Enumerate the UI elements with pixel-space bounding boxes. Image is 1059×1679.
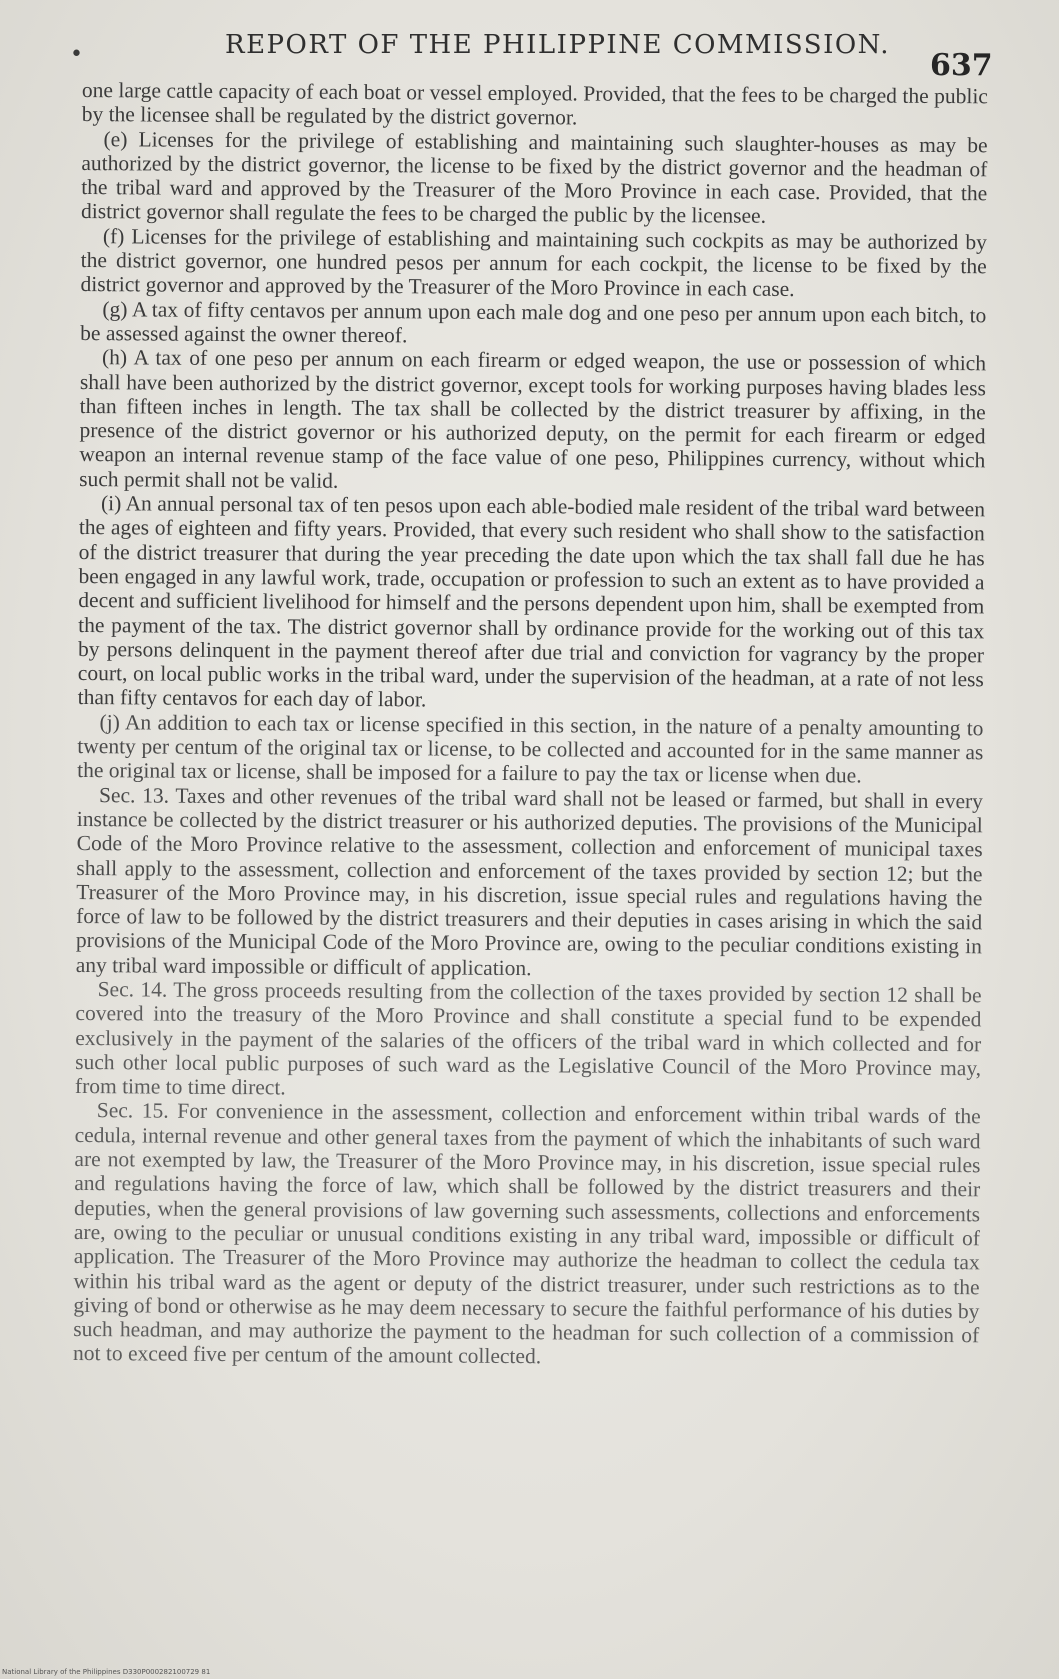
paragraph-clause-g: (g) A tax of fifty centavos per annum upon each male dog and one peso per annum upon each bitch, to be assessed against the owner thereof. — [80, 296, 987, 348]
running-head: REPORT OF THE PHILIPPINE COMMISSION. — [225, 30, 891, 60]
margin-mark: • — [70, 42, 83, 67]
paragraph-clause-h: (h) A tax of one peso per annum on each firearm or edged weapon, the use or possession of which shall have been authorized by the district governor, except tools for working purposes having blades less than fifteen inches in length. The tax shall be collected by the district treasurer by affixing, in the presence of the district governor or his authorized deputy, on the permit for each firearm or edged weapon an internal revenue stamp of the face value of one peso, Philippines currency, without which such permit shall not be valid. — [79, 345, 987, 493]
body-text — [73, 78, 988, 1372]
library-stamp: National Library of the Philippines D330P000282100729 81 — [2, 1668, 211, 1676]
paragraph-section-15: Sec. 15. For convenience in the assessment, collection and enforcement within tribal wards of the cedula, internal revenue and other general taxes from the payment of which the inhabitants of such ward are not exempted by law, the Treasurer of the Moro Province may, in his discretion, issue special rules and regulations having the force of law, which shall be followed by the district treasurers and their deputies, when the general provisions of law governing such assessments, collections and enforcements are, owing to the peculiar or unusual conditions existing in any tribal ward, impossible or difficult of application. The Treasurer of the Moro Province may authorize the headman to collect the cedula tax within his tribal ward as the agent or deputy of the district treasurer, under such restrictions as to the giving of bond or otherwise as he may deem necessary to secure the faithful performance of his duties by such headman, and may authorize the payment to the headman for such collection of a commission of not to exceed five per centum of the amount collected. — [73, 1098, 981, 1369]
paragraph-clause-f: (f) Licenses for the privilege of establishing and maintaining such cockpits as may be authorized by the district governor, one hundred pesos per annum for each cockpit, the license to be fixed by the district governor and approved by the Treasurer of the Moro Province in each case. — [80, 223, 987, 302]
paragraph-clause-j: (j) An addition to each tax or license specified in this section, in the nature of a penalty amounting to twenty per centum of the original tax or license, to be collected and accounted for in the same manner as the original tax or license, shall be imposed for a failure to pay the tax or license when due. — [77, 709, 984, 788]
paragraph-clause-i: (i) An annual personal tax of ten pesos upon each able-bodied male resident of the tribal ward between the ages of eighteen and fifty years. Provided, that every such resident who shall show to the satisfaction of the district treasurer that during the year preceding the date upon which the tax shall fall due he has been engaged in any lawful work, trade, occupation or profession to such an extent as to have provided a decent and sufficient livelihood for himself and the persons dependent upon him, shall be exempted from the payment of the tax. The district governor shall by ordinance provide for the working out of this tax by persons delinquent in the payment thereof after due trial and conviction for vagrancy by the proper court, on local public works in the tribal ward, under the supervision of the headman, at a rate of not less than fifty centavos for each day of labor. — [77, 491, 986, 712]
page-number: 637 — [930, 48, 993, 83]
paragraph-clause-e: (e) Licenses for the privilege of establishing and maintaining such slaughter-houses as may be authorized by the district governor, the license to be fixed by the district governor and the headman of the tribal ward and approved by the Treasurer of the Moro Province in each case. Provided, that the district governor shall regulate the fees to be charged the public by the licensee. — [80, 126, 988, 229]
paragraph-continuation: one large cattle capacity of each boat or vessel employed. Provided, that the fees to be charged the public by the licensee shall be regulated by the district governor. — [81, 78, 988, 130]
paragraph-section-13: Sec. 13. Taxes and other revenues of the tribal ward shall not be leased or farmed, but shall in every instance be collected by the district treasurer or his authorized deputies. The provisions of the Municipal Code of the Moro Province relative to the assessment, collection and enforcement of municipal taxes shall apply to the assessment, collection and enforcement of the taxes provided by section 12; but the Treasurer of the Moro Province may, in his discretion, issue special rules and regulations having the force of law to be followed by the district treasurers and their deputies in cases arising in which the said provisions of the Municipal Code of the Moro Province are, owing to the peculiar conditions existing in any tribal ward impossible or difficult of application. — [75, 782, 984, 980]
paragraph-section-14: Sec. 14. The gross proceeds resulting from the collection of the taxes provided by section 12 shall be covered into the treasury of the Moro Province and shall constitute a special fund to be expended exclusively in the payment of the salaries of the officers of the tribal ward in which collected and for such other local public purposes of such ward as the Legislative Council of the Moro Province may, from time to time direct. — [74, 977, 982, 1100]
